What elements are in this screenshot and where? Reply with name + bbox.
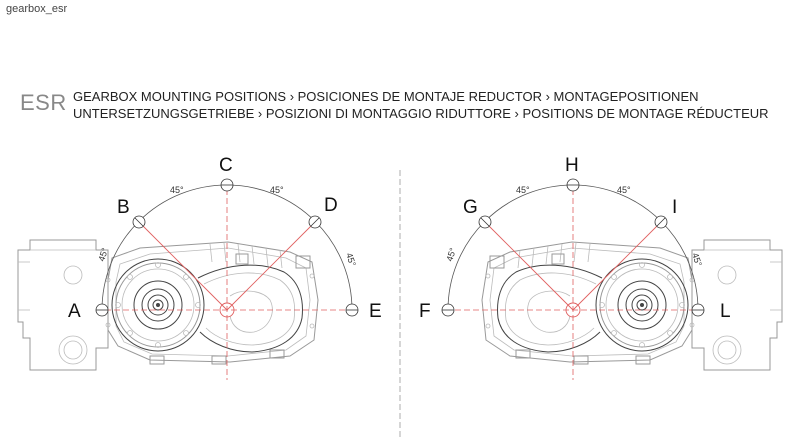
angle-label-gh: 45° xyxy=(516,185,530,195)
position-label-i: I xyxy=(672,197,678,218)
series-code: ESR xyxy=(20,90,67,115)
position-label-d: D xyxy=(324,195,338,216)
position-label-l: L xyxy=(720,301,731,322)
angle-label-ab: 45° xyxy=(96,246,111,263)
left-position-guides xyxy=(96,179,358,380)
angle-label-hi: 45° xyxy=(617,185,631,195)
angle-label-il: 45° xyxy=(690,251,704,268)
position-label-h: H xyxy=(565,155,579,176)
header-line-1: GEARBOX MOUNTING POSITIONS › POSICIONES DE MONTAJE REDUCTOR › MONTAGEPOSITIONEN xyxy=(73,89,699,104)
left-gearbox-drawing xyxy=(18,240,318,370)
position-label-e: E xyxy=(369,301,382,322)
position-label-b: B xyxy=(117,197,130,218)
position-label-g: G xyxy=(463,197,478,218)
angle-label-fg: 45° xyxy=(444,246,459,263)
angle-label-de: 45° xyxy=(344,251,358,268)
file-label: gearbox_esr xyxy=(6,3,68,15)
position-label-f: F xyxy=(419,301,431,322)
angle-label-cd: 45° xyxy=(270,185,284,195)
position-label-a: A xyxy=(68,301,81,322)
position-label-c: C xyxy=(219,155,233,176)
angle-label-bc: 45° xyxy=(170,185,184,195)
right-gearbox-drawing xyxy=(442,179,782,380)
header-line-2: UNTERSETZUNGSGETRIEBE › POSIZIONI DI MONTAGGIO RIDUTTORE › POSITIONS DE MONTAGE RÉDUCTEUR xyxy=(73,106,769,121)
